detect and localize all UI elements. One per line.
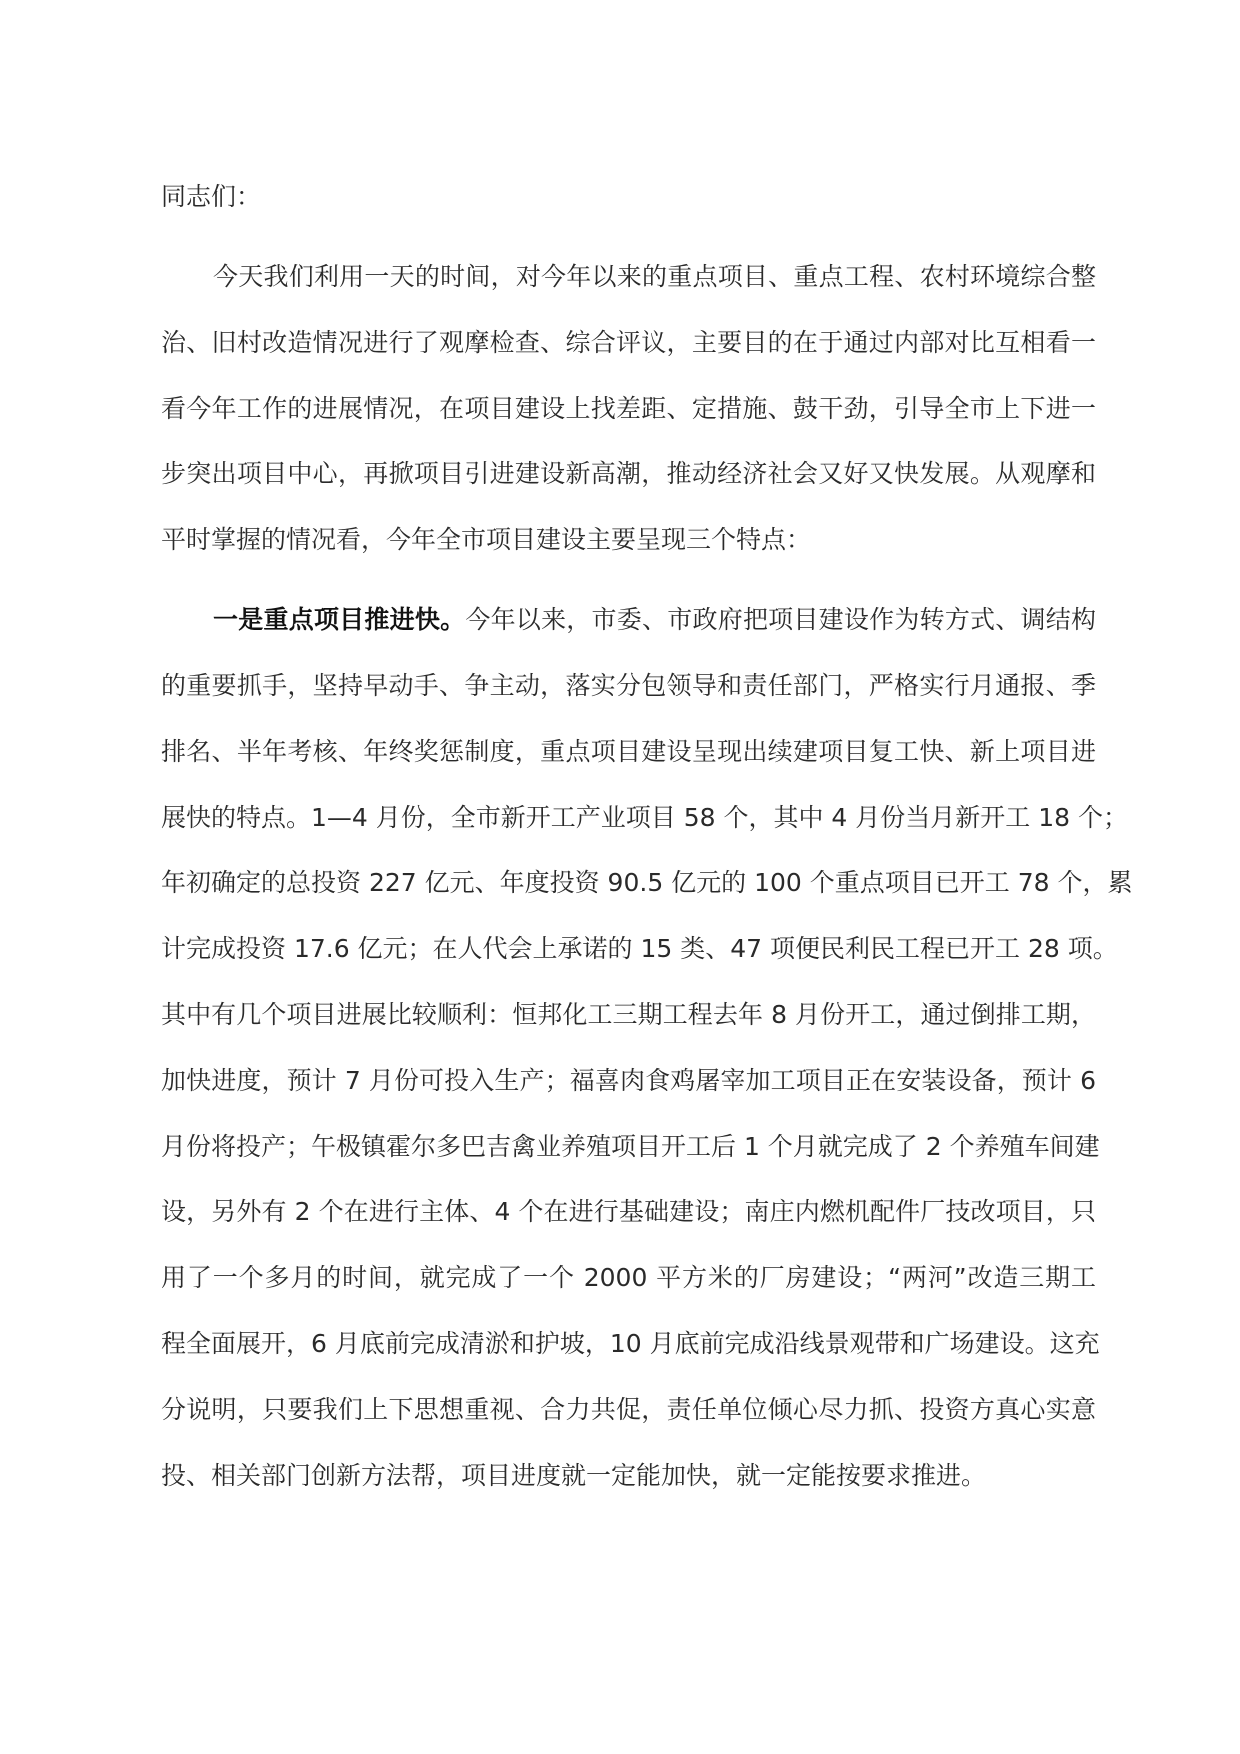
document-body [161,164,1133,1508]
paragraph-line: 设，另外有 2 个在进行主体、4 个在进行基础建设；南庄内燃机配件厂技改项目，只 [161,1197,1096,1227]
salutation: 同志们： [161,182,262,211]
paragraph-line: 展快的特点。1—4 月份，全市新开工产业项目 58 个，其中 4 月份当月新开工 18 个； [161,802,1128,832]
paragraph-line: 加快进度，预计 7 月份可投入生产；福喜肉食鸡屠宰加工项目正在安装设备，预计 6 [161,1065,1096,1095]
paragraph-line: 月份将投产；午极镇霍尔多巴吉禽业养殖项目开工后 1 个月就完成了 2 个养殖车间建 [161,1131,1100,1161]
paragraph-line: 治、旧村改造情况进行了观摩检查、综合评议，主要目的在于通过内部对比互相看一 [161,327,1096,357]
paragraph-line: 年初确定的总投资 227 亿元、年度投资 90.5 亿元的 100 个重点项目已开工 78 个，累 [161,868,1133,898]
paragraph-line: 计完成投资 17.6 亿元；在人代会上承诺的 15 类、47 项便民利民工程已开工 28 项。 [161,934,1118,964]
paragraph-line: 分说明，只要我们上下思想重视、合力共促，责任单位倾心尽力抓、投资方真心实意 [161,1394,1096,1424]
paragraph-line: 的重要抓手，坚持早动手、争主动，落实分包领导和责任部门，严格实行月通报、季 [161,670,1096,700]
paragraph-line: 看今年工作的进展情况，在项目建设上找差距、定措施、鼓干劲，引导全市上下进一 [161,393,1096,423]
paragraph-line: 步突出项目中心，再掀项目引进建设新高潮，推动经济社会又好又快发展。从观摩和 [161,459,1096,489]
paragraph-line: 排名、半年考核、年终奖惩制度，重点项目建设呈现出续建项目复工快、新上项目进 [161,736,1096,766]
paragraph-line: 用了一个多月的时间，就完成了一个 2000 平方米的厂房建设；“两河”改造三期工 [161,1263,1096,1293]
paragraph-line: 平时掌握的情况看，今年全市项目建设主要呈现三个特点： [161,525,812,555]
paragraph-1 [161,244,1096,573]
paragraph-line-text: 今年以来，市委、市政府把项目建设作为转方式、调结构 [465,605,1096,635]
paragraph-2 [161,587,1133,1508]
paragraph-lead-heading: 一是重点项目推进快。 [213,605,466,635]
paragraph-line: 投、相关部门创新方法帮，项目进度就一定能加快，就一定能按要求推进。 [161,1460,987,1490]
paragraph-line: 其中有几个项目进展比较顺利：恒邦化工三期工程去年 8 月份开工，通过倒排工期， [161,999,1096,1029]
paragraph-line: 今天我们利用一天的时间，对今年以来的重点项目、重点工程、农村环境综合整 [213,261,1096,291]
paragraph-first-line [161,587,1096,653]
paragraph-line: 程全面展开，6 月底前完成清淤和护坡，10 月底前完成沿线景观带和广场建设。这充 [161,1328,1100,1358]
